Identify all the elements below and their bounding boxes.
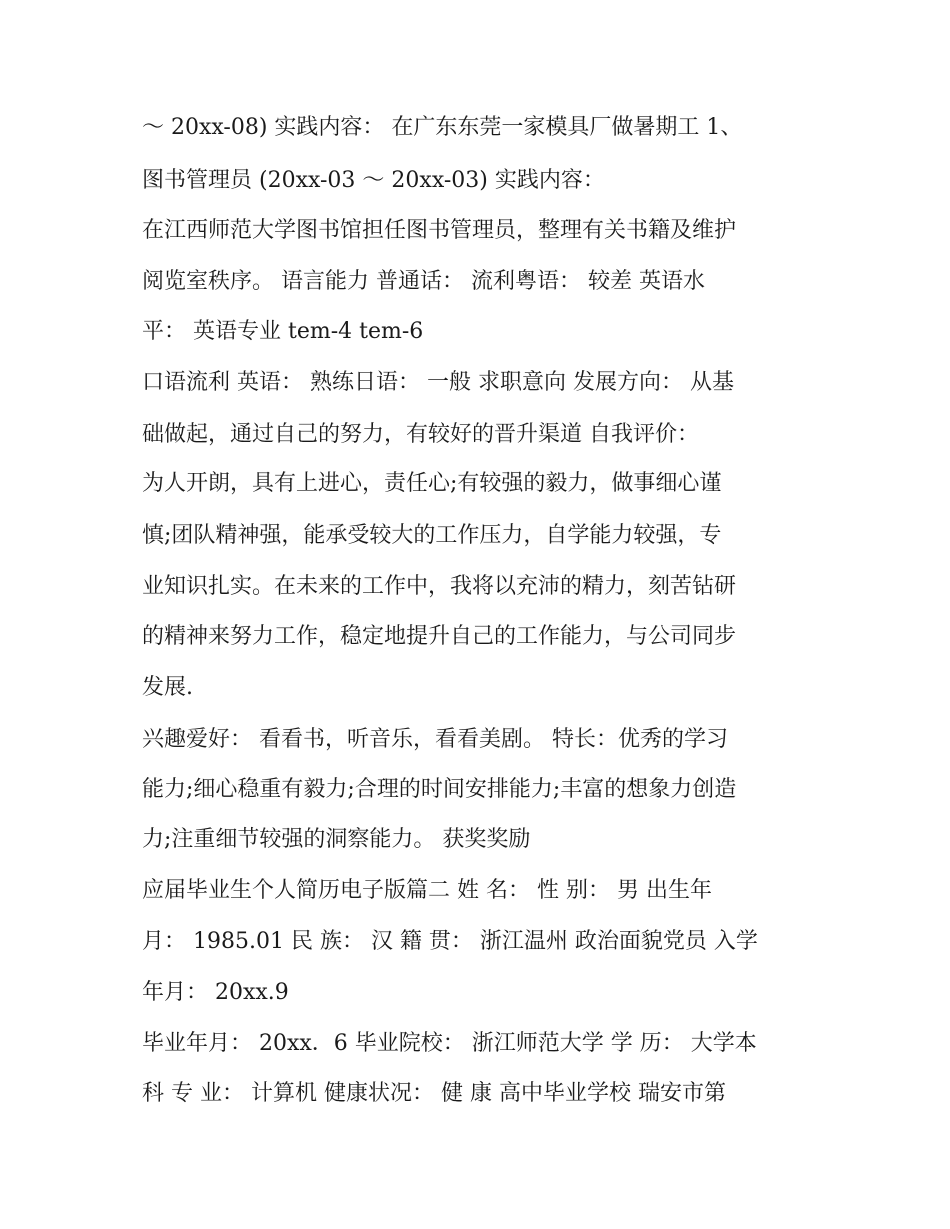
text-line: 科 专 业： 计算机 健康状况： 健 康 高中毕业学校 瑞安市第 xyxy=(142,1081,726,1106)
text-line: 业知识扎实。在未来的工作中，我将以充沛的精力，刻苦钻研 xyxy=(142,574,737,599)
text-line: 平： 英语专业 tem-4 tem-6 xyxy=(142,319,424,344)
text-line: 础做起，通过自己的努力，有较好的晋升渠道 自我评价： xyxy=(142,422,699,447)
text-line: 月： 1985.01 民 族： 汉 籍 贯： 浙江温州 政治面貌党员 入学 xyxy=(142,929,758,954)
text-line: 兴趣爱好： 看看书，听音乐，看看美剧。 特长：优秀的学习 xyxy=(142,727,728,752)
text-line: 为人开朗，具有上进心，责任心;有较强的毅力，做事细心谨 xyxy=(142,471,722,496)
text-line: 能力;细心稳重有毅力;合理的时间安排能力;丰富的想象力创造 xyxy=(142,777,737,802)
text-line: 的精神来努力工作，稳定地提升自己的工作能力，与公司同步 xyxy=(142,624,737,649)
text-line: ～ 20xx-08) 实践内容： 在广东东莞一家模具厂做暑期工 1、 xyxy=(142,115,743,140)
text-line: 在江西师范大学图书馆担任图书管理员，整理有关书籍及维护 xyxy=(142,218,737,243)
text-line: 图书管理员 (20xx-03 ～ 20xx-03) 实践内容： xyxy=(142,168,605,193)
text-line: 年月： 20xx.9 xyxy=(142,980,289,1005)
text-line: 毕业年月： 20xx．6 毕业院校： 浙江师范大学 学 历： 大学本 xyxy=(142,1031,757,1056)
text-line: 发展. xyxy=(142,675,193,700)
text-line: 阅览室秩序。 语言能力 普通话： 流利粤语： 较差 英语水 xyxy=(142,269,705,294)
text-line: 应届毕业生个人简历电子版篇二 姓 名： 性 别： 男 出生年 xyxy=(142,878,712,903)
text-line: 口语流利 英语： 熟练日语： 一般 求职意向 发展方向： 从基 xyxy=(142,370,734,395)
text-line: 慎;团队精神强，能承受较大的工作压力，自学能力较强，专 xyxy=(142,523,722,548)
text-line: 力;注重细节较强的洞察能力。 获奖奖励 xyxy=(142,827,531,852)
